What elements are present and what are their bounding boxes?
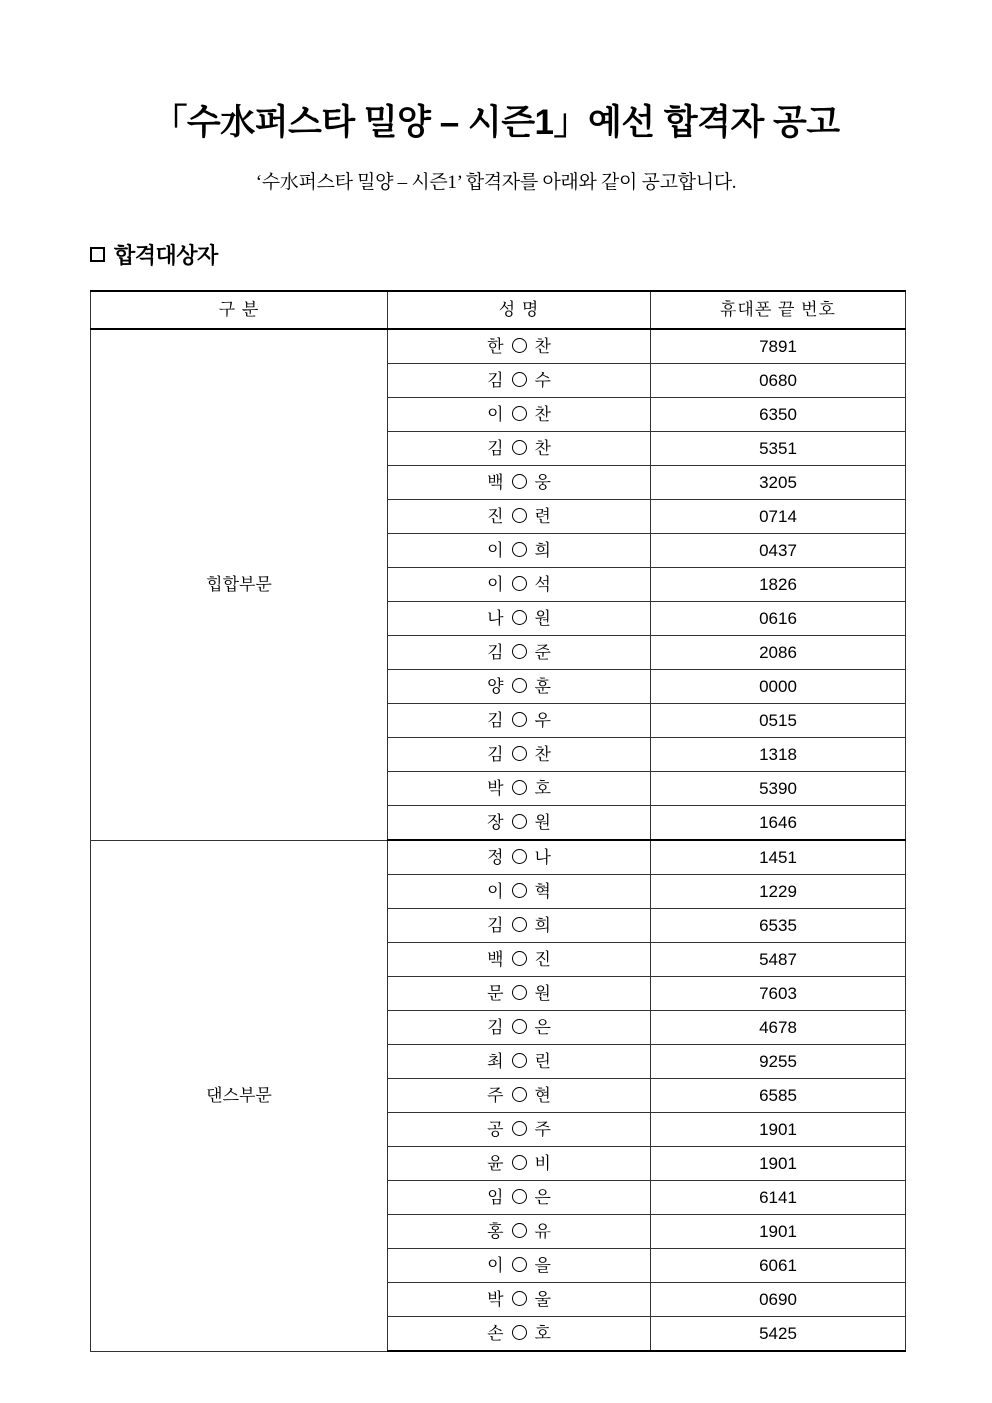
name-first-char: 나	[487, 609, 504, 628]
name-last-char: 원	[534, 609, 551, 628]
masked-circle-icon	[512, 746, 527, 761]
cell-name	[388, 704, 651, 738]
cell-name	[388, 738, 651, 772]
cell-name	[388, 398, 651, 432]
name-first-char: 이	[487, 1256, 504, 1275]
masked-circle-icon	[512, 814, 527, 829]
name-first-char: 임	[487, 1188, 504, 1207]
name-last-char: 유	[534, 1222, 551, 1241]
name-last-char: 혁	[534, 882, 551, 901]
cell-phone-last4: 6535	[651, 909, 906, 943]
name-first-char: 정	[487, 848, 504, 867]
name-last-char: 비	[534, 1154, 551, 1173]
cell-phone-last4: 4678	[651, 1011, 906, 1045]
name-first-char: 이	[487, 575, 504, 594]
name-first-char: 주	[487, 1086, 504, 1105]
name-first-char: 양	[487, 677, 504, 696]
table-body	[91, 329, 906, 1351]
masked-circle-icon	[512, 1325, 527, 1340]
cell-phone-last4: 1451	[651, 840, 906, 875]
cell-phone-last4: 0616	[651, 602, 906, 636]
name-last-char: 석	[534, 575, 551, 594]
cell-name	[388, 636, 651, 670]
cell-name	[388, 1317, 651, 1352]
cell-name	[388, 1249, 651, 1283]
name-first-char: 한	[487, 337, 504, 356]
masked-circle-icon	[512, 1223, 527, 1238]
name-last-char: 원	[534, 813, 551, 832]
cell-phone-last4: 7891	[651, 329, 906, 364]
name-last-char: 은	[534, 1018, 551, 1037]
page-title: 「수水퍼스타 밀양 – 시즌1」예선 합격자 공고	[152, 103, 840, 142]
cell-phone-last4: 0714	[651, 500, 906, 534]
masked-circle-icon	[512, 1189, 527, 1204]
name-last-char: 웅	[534, 473, 551, 492]
masked-circle-icon	[512, 406, 527, 421]
cell-name	[388, 909, 651, 943]
masked-circle-icon	[512, 712, 527, 727]
column-header-phone: 휴대폰 끝 번호	[651, 291, 906, 329]
masked-circle-icon	[512, 678, 527, 693]
name-first-char: 백	[487, 473, 504, 492]
masked-circle-icon	[512, 1121, 527, 1136]
cell-name	[388, 602, 651, 636]
name-last-char: 희	[534, 541, 551, 560]
cell-phone-last4: 1646	[651, 806, 906, 841]
section-heading	[90, 194, 902, 270]
cell-name	[388, 1011, 651, 1045]
cell-name	[388, 466, 651, 500]
name-first-char: 홍	[487, 1222, 504, 1241]
name-last-char: 훈	[534, 677, 551, 696]
cell-name	[388, 772, 651, 806]
name-last-char: 희	[534, 916, 551, 935]
cell-name	[388, 534, 651, 568]
cell-phone-last4: 1901	[651, 1215, 906, 1249]
name-first-char: 문	[487, 984, 504, 1003]
name-first-char: 김	[487, 439, 504, 458]
name-first-char: 이	[487, 405, 504, 424]
name-first-char: 김	[487, 745, 504, 764]
cell-phone-last4: 1901	[651, 1147, 906, 1181]
name-last-char: 울	[534, 1290, 551, 1309]
cell-phone-last4: 0690	[651, 1283, 906, 1317]
cell-phone-last4: 1318	[651, 738, 906, 772]
masked-circle-icon	[512, 951, 527, 966]
table-row	[91, 329, 906, 364]
cell-phone-last4: 6585	[651, 1079, 906, 1113]
empty-square-icon	[90, 247, 105, 262]
masked-circle-icon	[512, 1019, 527, 1034]
cell-name	[388, 1283, 651, 1317]
cell-phone-last4: 5487	[651, 943, 906, 977]
name-first-char: 윤	[487, 1154, 504, 1173]
cell-name	[388, 329, 651, 364]
name-first-char: 이	[487, 541, 504, 560]
cell-phone-last4: 2086	[651, 636, 906, 670]
masked-circle-icon	[512, 1087, 527, 1102]
cell-name	[388, 1113, 651, 1147]
name-first-char: 이	[487, 882, 504, 901]
cell-division: 힙합부문	[91, 329, 388, 840]
cell-name	[388, 1079, 651, 1113]
cell-name	[388, 670, 651, 704]
masked-circle-icon	[512, 338, 527, 353]
masked-circle-icon	[512, 644, 527, 659]
masked-circle-icon	[512, 610, 527, 625]
masked-circle-icon	[512, 1257, 527, 1272]
cell-phone-last4: 6350	[651, 398, 906, 432]
masked-circle-icon	[512, 917, 527, 932]
cell-name	[388, 1045, 651, 1079]
masked-circle-icon	[512, 508, 527, 523]
name-first-char: 공	[487, 1120, 504, 1139]
cell-name	[388, 943, 651, 977]
name-last-char: 주	[534, 1120, 551, 1139]
name-last-char: 호	[534, 1324, 551, 1343]
cell-name	[388, 840, 651, 875]
name-first-char: 손	[487, 1324, 504, 1343]
cell-name	[388, 432, 651, 466]
cell-phone-last4: 5351	[651, 432, 906, 466]
cell-name	[388, 568, 651, 602]
cell-name	[388, 364, 651, 398]
cell-phone-last4: 0515	[651, 704, 906, 738]
table-row	[91, 840, 906, 875]
cell-phone-last4: 0680	[651, 364, 906, 398]
masked-circle-icon	[512, 372, 527, 387]
name-first-char: 최	[487, 1052, 504, 1071]
cell-phone-last4: 3205	[651, 466, 906, 500]
name-first-char: 김	[487, 643, 504, 662]
name-last-char: 린	[534, 1052, 551, 1071]
masked-circle-icon	[512, 474, 527, 489]
name-last-char: 호	[534, 779, 551, 798]
name-first-char: 백	[487, 950, 504, 969]
cell-phone-last4: 1229	[651, 875, 906, 909]
cell-name	[388, 1215, 651, 1249]
masked-circle-icon	[512, 576, 527, 591]
masked-circle-icon	[512, 780, 527, 795]
name-first-char: 김	[487, 371, 504, 390]
name-last-char: 현	[534, 1086, 551, 1105]
column-header-name: 성 명	[388, 291, 651, 329]
cell-phone-last4: 5390	[651, 772, 906, 806]
name-last-char: 진	[534, 950, 551, 969]
name-first-char: 김	[487, 1018, 504, 1037]
pass-list-table	[90, 290, 906, 1352]
masked-circle-icon	[512, 542, 527, 557]
name-last-char: 수	[534, 371, 551, 390]
masked-circle-icon	[512, 985, 527, 1000]
masked-circle-icon	[512, 1291, 527, 1306]
name-last-char: 을	[534, 1256, 551, 1275]
section-heading-label: 합격대상자	[114, 243, 218, 268]
name-last-char: 찬	[534, 405, 551, 424]
name-first-char: 김	[487, 711, 504, 730]
cell-phone-last4: 1826	[651, 568, 906, 602]
name-last-char: 원	[534, 984, 551, 1003]
name-last-char: 준	[534, 643, 551, 662]
masked-circle-icon	[512, 1155, 527, 1170]
cell-phone-last4: 7603	[651, 977, 906, 1011]
cell-phone-last4: 0000	[651, 670, 906, 704]
cell-phone-last4: 6141	[651, 1181, 906, 1215]
masked-circle-icon	[512, 849, 527, 864]
name-last-char: 찬	[534, 337, 551, 356]
table-header	[91, 291, 906, 329]
cell-name	[388, 1181, 651, 1215]
masked-circle-icon	[512, 440, 527, 455]
masked-circle-icon	[512, 1053, 527, 1068]
cell-division: 댄스부문	[91, 840, 388, 1351]
name-last-char: 찬	[534, 439, 551, 458]
cell-phone-last4: 5425	[651, 1317, 906, 1352]
cell-phone-last4: 6061	[651, 1249, 906, 1283]
name-last-char: 련	[534, 507, 551, 526]
cell-name	[388, 977, 651, 1011]
name-first-char: 박	[487, 779, 504, 798]
page-subtitle: ‘수水퍼스타 밀양 – 시즌1’ 합격자를 아래와 같이 공고합니다.	[255, 172, 737, 193]
name-last-char: 은	[534, 1188, 551, 1207]
cell-phone-last4: 1901	[651, 1113, 906, 1147]
name-last-char: 우	[534, 711, 551, 730]
cell-phone-last4: 9255	[651, 1045, 906, 1079]
cell-name	[388, 500, 651, 534]
column-header-division: 구 분	[91, 291, 388, 329]
name-last-char: 나	[534, 848, 551, 867]
name-last-char: 찬	[534, 745, 551, 764]
table-header-row	[91, 291, 906, 329]
cell-name	[388, 806, 651, 841]
name-first-char: 진	[487, 507, 504, 526]
cell-name	[388, 1147, 651, 1181]
name-first-char: 김	[487, 916, 504, 935]
cell-phone-last4: 0437	[651, 534, 906, 568]
name-first-char: 장	[487, 813, 504, 832]
name-first-char: 박	[487, 1290, 504, 1309]
masked-circle-icon	[512, 883, 527, 898]
cell-name	[388, 875, 651, 909]
